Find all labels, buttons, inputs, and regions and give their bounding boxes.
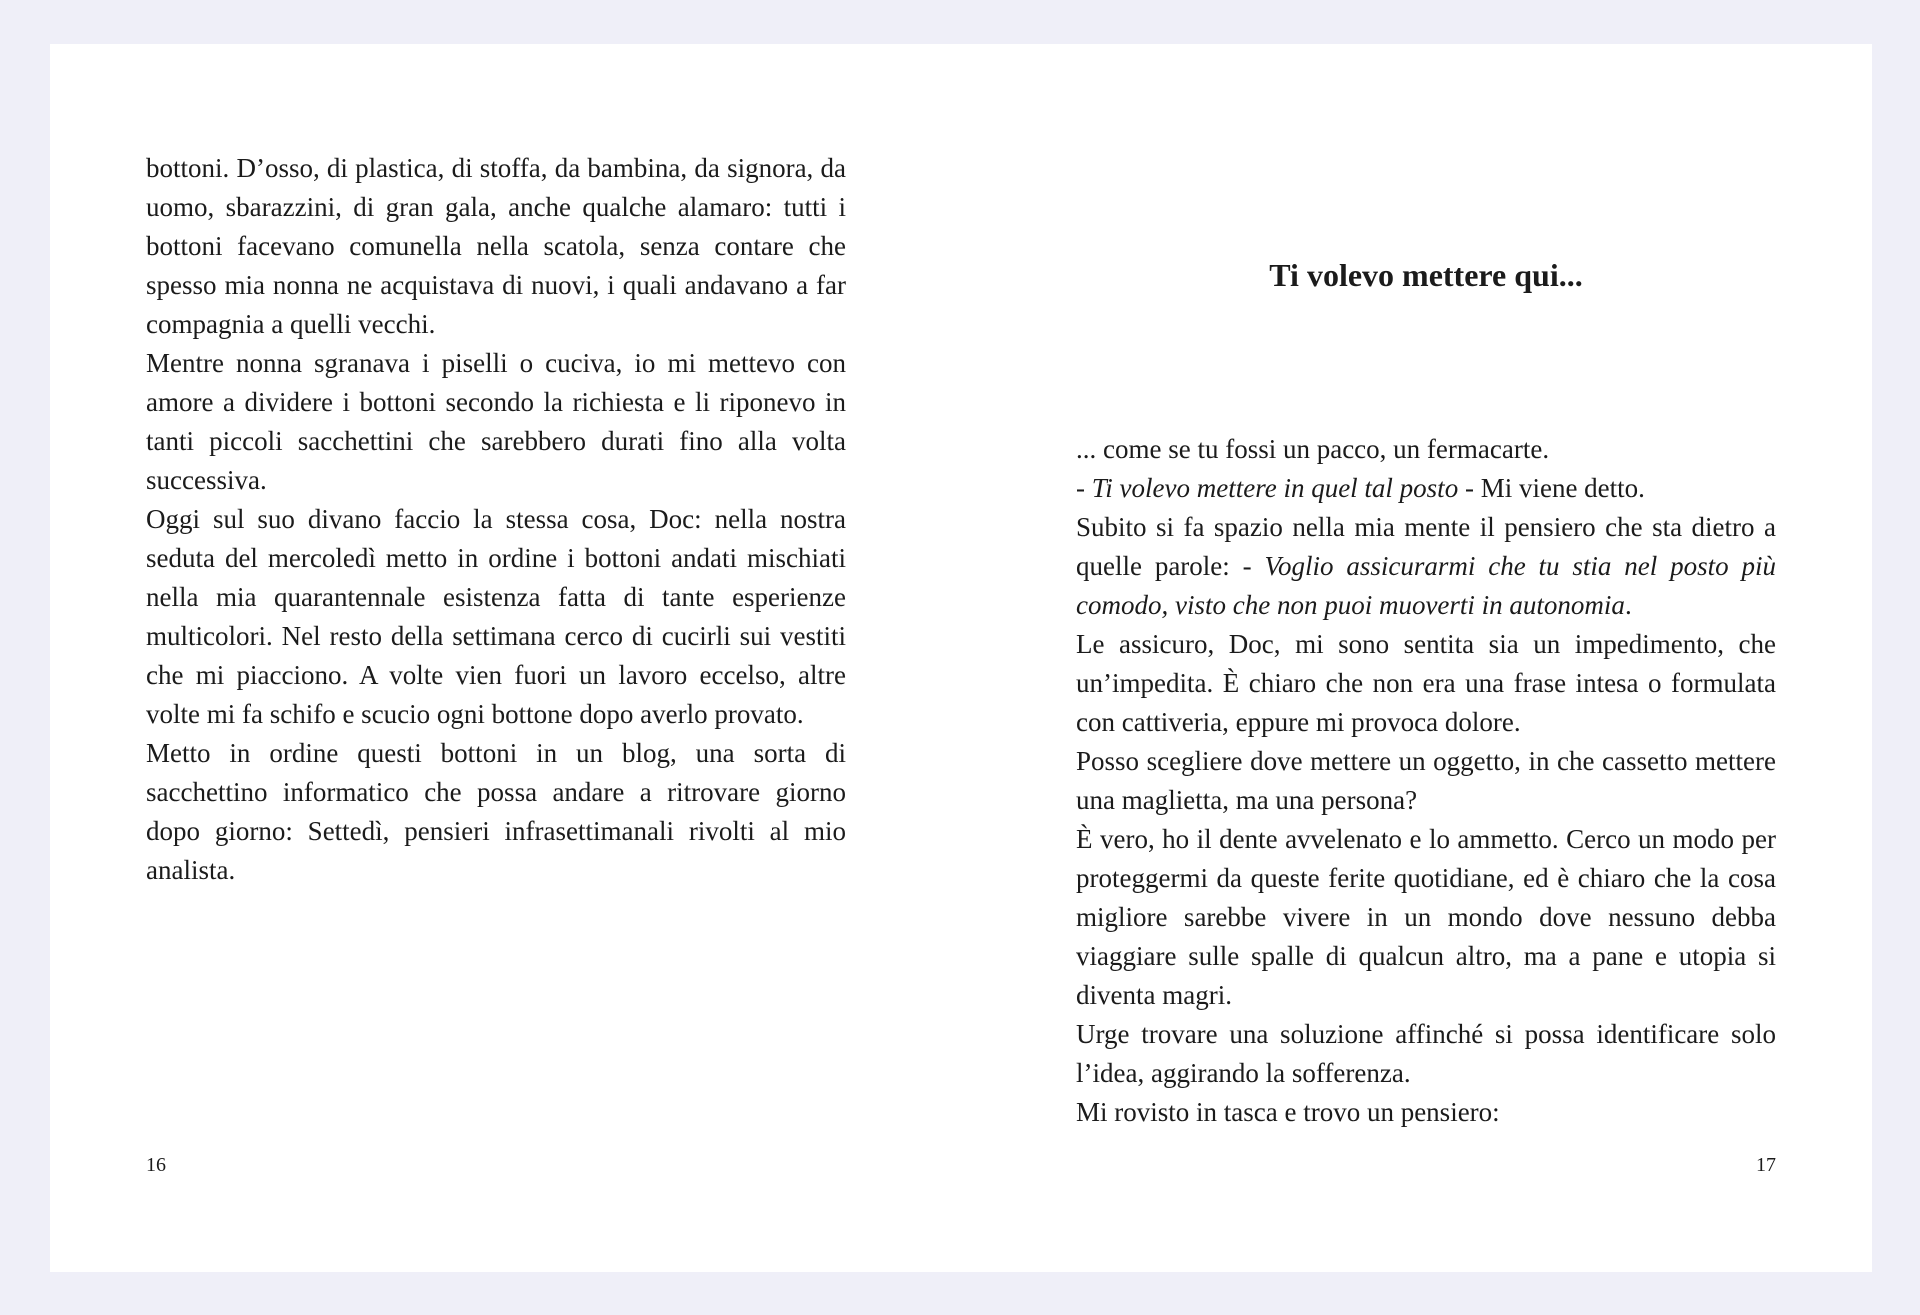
paragraph: Le assicuro, Doc, mi sono sentita sia un impedimento, che un’impedita. È chiaro che non era una frase intesa o formulata con cattiveria, eppure mi provoca dolore. (1076, 629, 1776, 737)
dialogue-dash: - (1076, 473, 1092, 503)
paragraph: Urge trovare una soluzione affinché si possa identificare solo l’idea, aggirando la sofferenza. (1076, 1019, 1776, 1088)
page-number: 16 (146, 1154, 166, 1176)
paragraph: Oggi sul suo divano faccio la stessa cosa, Doc: nella nostra seduta del mercoledì metto in ordine i bottoni andati mischiati nella mia quarantennale esistenza fatta di tante esperienze multicolori. Nel resto della settimana cerco di cucirli sui vestiti che mi piacciono. A volte vien fuori un lavoro eccelso, altre volte mi fa schifo e scucio ogni bottone dopo averlo provato. (146, 504, 846, 729)
paragraph: È vero, ho il dente avvelenato e lo ammetto. Cerco un modo per proteggermi da queste ferite quotidiane, ed è chiaro che la cosa migliore sarebbe vivere in un mondo dove nessuno debba viaggiare sulle spalle di qualcun altro, ma a pane e utopia si diventa magri. (1076, 824, 1776, 1010)
chapter-title: Ti volevo mettere qui... (1269, 257, 1583, 293)
paragraph (1076, 508, 1776, 625)
book-spread (50, 44, 1872, 1272)
paragraph-text: Subito si fa spazio nella mia mente il pensiero che sta dietro a quelle parole: - (1076, 512, 1776, 581)
italic-quote: Voglio assicurarmi che tu stia nel posto più comodo, visto che non puoi muoverti in autonomia (1076, 551, 1776, 620)
paragraph: ... come se tu fossi un pacco, un fermacarte. (1076, 434, 1550, 464)
paragraph (1076, 469, 1776, 508)
left-page (50, 44, 961, 1272)
paragraph: Posso scegliere dove mettere un oggetto, in che cassetto mettere una maglietta, ma una persona? (1076, 746, 1776, 815)
paragraph: bottoni. D’osso, di plastica, di stoffa, da bambina, da signora, da uomo, sbarazzini, di gran gala, anche qualche alamaro: tutti i bottoni facevano comunella nella scatola, senza contare che spesso mia nonna ne acquistava di nuovi, i quali andavano a far compagnia a quelli vecchi. (146, 153, 846, 339)
paragraph-text: . (1624, 590, 1632, 620)
right-page-text (1076, 430, 1776, 1132)
paragraph: Mentre nonna sgranava i piselli o cuciva, io mi mettevo con amore a dividere i bottoni secondo la richiesta e li riponevo in tanti piccoli sacchettini che sarebbero durati fino alla volta successiva. (146, 348, 846, 495)
paragraph: Mi rovisto in tasca e trovo un pensiero: (1076, 1097, 1500, 1127)
left-page-text (146, 149, 846, 890)
page-number: 17 (1756, 1154, 1776, 1176)
paragraph-text: - Mi viene detto. (1458, 473, 1645, 503)
italic-quote: Ti volevo mettere in quel tal posto (1091, 473, 1459, 503)
paragraph: Metto in ordine questi bottoni in un blog, una sorta di sacchettino informatico che possa andare a ritrovare giorno dopo giorno: Settedì, pensieri infrasettimanali rivolti al mio analista. (146, 738, 846, 885)
right-page (961, 44, 1872, 1272)
